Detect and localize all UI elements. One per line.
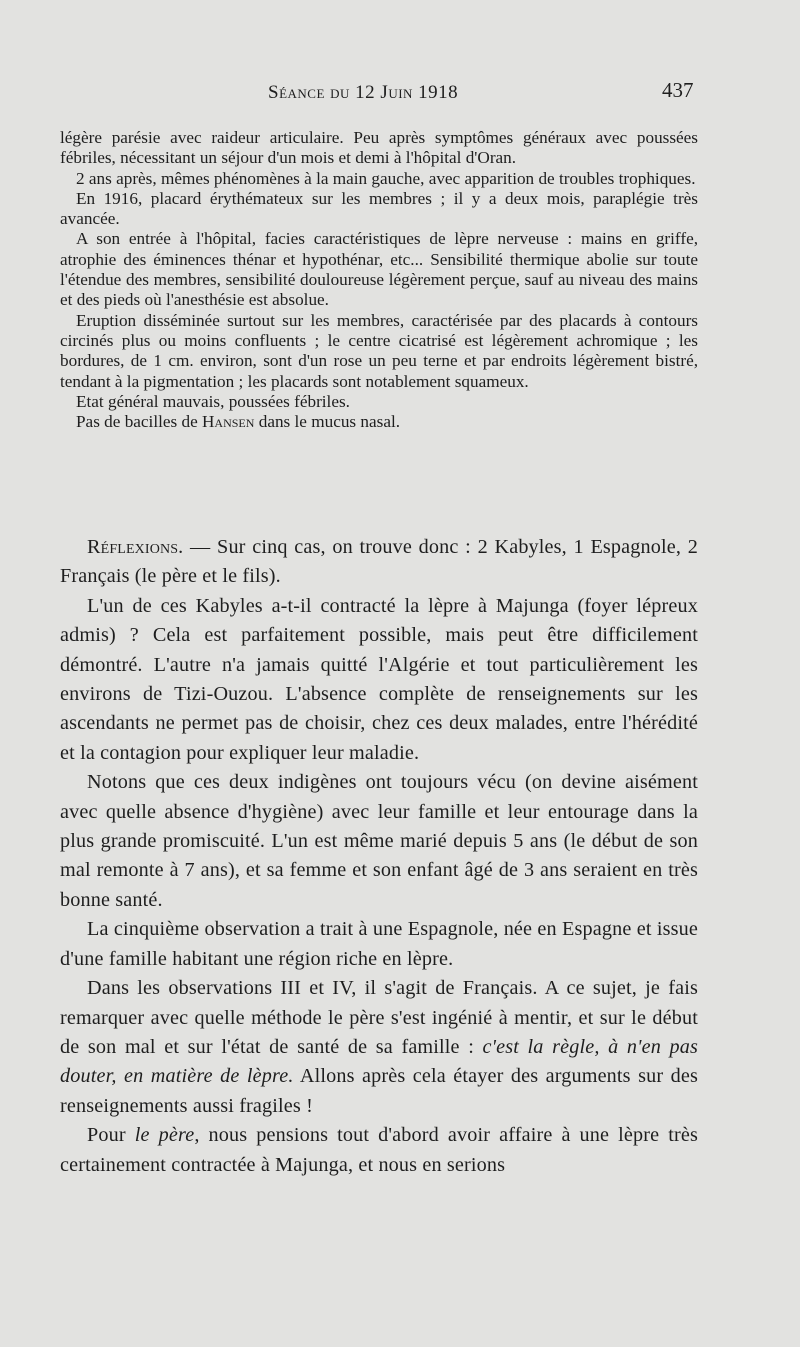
reflexions-paragraph: L'un de ces Kabyles a-t-il contracté la lèpre à Majunga (foyer lépreux admis) ? Cela est parfaitement possible, mais peut être difficilement démontré. L'autre n'a jamais quitté l'Algérie et tout particulièrement les environs de Tizi-Ouzou. L'absence complète de renseignements sur les ascendants ne permet pas de choisir, chez ces deux malades, entre l'hérédité et la contagion pour expliquer leur maladie. <box>60 594 698 764</box>
text-span: Dans les observations III et IV, il s'agit de Français. A ce sujet, je fais remarquer avec quelle méthode le père s'est ingénié à mentir, et sur le début de son mal et sur l'état de santé de sa famille : <box>60 977 698 1058</box>
reflexions-paragraph <box>60 974 698 1121</box>
case-paragraph: légère parésie avec raideur articulaire. Peu après symptômes généraux avec poussées fébriles, nécessitant un séjour d'un mois et demi à l'hôpital d'Oran. <box>60 128 698 168</box>
running-head: Séance du 12 Juin 1918 <box>268 82 459 103</box>
text-span: — Sur cinq cas, on trouve donc : 2 Kabyles, 1 Espagnole, 2 Français (le père et le fils). <box>60 536 698 588</box>
reflexions-paragraph: La cinquième observation a trait à une Espagnole, née en Espagne et issue d'une famille habitant une région riche en lèpre. <box>60 918 698 970</box>
italic-text: c'est la règle, à n'en pas douter, en matière de lèpre. <box>60 1035 698 1088</box>
text-span: , nous pensions tout d'abord avoir affaire à une lèpre très certainement contractée à Majunga, et nous en serions <box>60 1124 698 1176</box>
page-number: 437 <box>662 78 694 102</box>
section-lead: Réflexions. <box>87 536 184 558</box>
reflexions-section <box>60 533 698 1180</box>
case-paragraph: 2 ans après, mêmes phénomènes à la main gauche, avec apparition de troubles trophiques. <box>76 168 696 188</box>
text-span: dans le mucus nasal. <box>254 412 401 432</box>
case-paragraph <box>60 412 698 432</box>
case-paragraph: A son entrée à l'hôpital, facies caractéristiques de lèpre nerveuse : mains en griffe, atrophie des éminences thénar et hypothénar, etc... Sensibilité thermique abolie sur toute l'étendue des membres, sensibilité douloureuse légèrement perçue, sauf au niveau des mains et des pieds où l'anesthésie est absolue. <box>60 229 698 310</box>
text-span: Allons après cela étayer des arguments sur des renseignements aussi fragiles ! <box>60 1065 698 1117</box>
case-paragraph: En 1916, placard érythémateux sur les membres ; il y a deux mois, paraplégie très avancée. <box>60 188 698 229</box>
author-name: Hansen <box>202 412 255 432</box>
case-paragraph: Eruption disséminée surtout sur les membres, caractérisée par des placards à contours circinés plus ou moins confluents ; le centre cicatrisé est légèrement achromique ; les bordures, de 1 cm. environ, sont d'un rose un peu terne et par endroits légèrement bistré, tendant à la pigmentation ; les placards sont notablement squameux. <box>60 310 698 391</box>
reflexions-paragraph: Notons que ces deux indigènes ont toujours vécu (on devine aisément avec quelle absence d'hygiène) avec leur famille et leur entourage dans la plus grande promiscuité. L'un est même marié depuis 5 ans (le début de son mal remonte à 7 ans), et sa femme et son enfant âgé de 3 ans seraient en très bonne santé. <box>60 771 698 911</box>
case-notes <box>60 128 698 432</box>
reflexions-paragraph <box>60 1121 698 1180</box>
text-span: Pas de bacilles de <box>76 412 203 432</box>
page-header <box>0 78 800 108</box>
text-span: Pour <box>87 1124 135 1147</box>
case-paragraph: Etat général mauvais, poussées fébriles. <box>76 391 350 411</box>
reflexions-paragraph <box>60 533 698 592</box>
italic-text: le père <box>134 1124 195 1147</box>
